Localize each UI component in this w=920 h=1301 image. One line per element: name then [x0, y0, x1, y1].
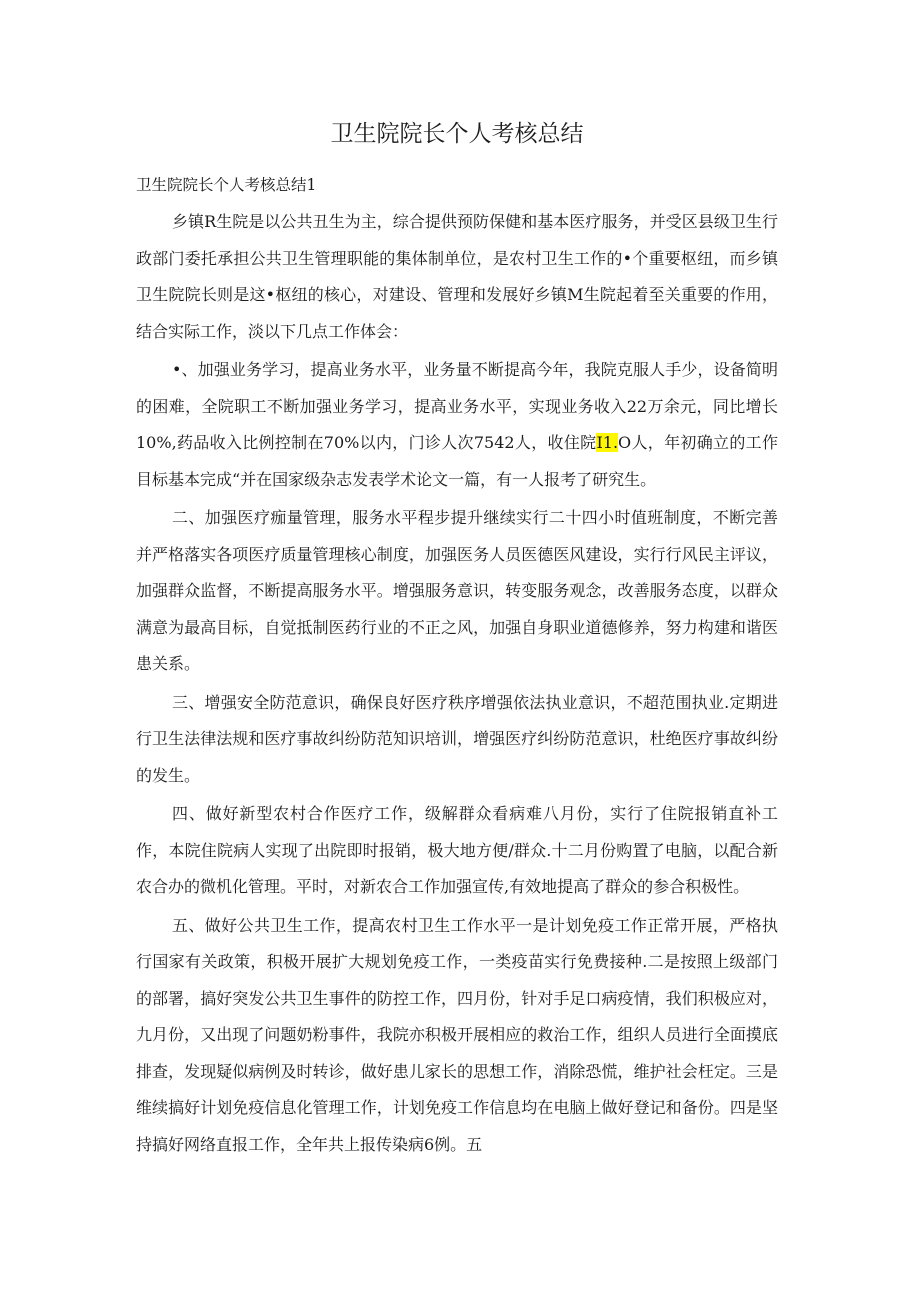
paragraph-section-1 [136, 352, 778, 498]
paragraph-section-4 [136, 796, 778, 906]
paragraph-text: 四、做好新型农村合作医疗工作，级解群众看病难八月份，实行了住院报销直补工作，本院住院病人实现了出院即时报销，极大地方便/群众.十二月份购置了电脑，以配合新农合办的微机化管理。平时，对新农合工作加强宣传,有效地提高了群众的参合积极性。 [136, 804, 778, 896]
paragraph-text: 三、增强安全防范意识，确保良好医疗秩序增强依法执业意识，不超范围执业.定期进行卫生法律法规和医疗事故纠纷防范知识培训，增强医疗纠纷防范意识，杜绝医疗事故纠纷的发生。 [136, 692, 778, 785]
paragraph-section-2 [136, 500, 778, 683]
paragraph-text: •、加强业务学习，提高业务水平，业务量不断提高今年，我院克服人手少，设备简明的困难，全院职工不断加强业务学习，提高业务水平，实现业务收入22万余元，同比增长10%,药品收入比例控制在70%以内，门诊人次7542人，收住院 [136, 360, 778, 452]
document-subtitle: 卫生院院长个人考核总结1 [136, 176, 317, 194]
paragraph-text: 二、加强医疗痂量管理，服务水平程步提升继续实行二十四小时值班制度，不断完善并严格落实各项医疗质量管理核心制度，加强医务人员医德医风建设，实行行风民主评议，加强群众监督，不断提高服务水平。增强服务意识，转变服务观念，改善服务态度，以群众满意为最高目标，自觉抵制医药行业的不正之风，加强自身职业道德修养，努力构建和谐医患关系。 [136, 508, 778, 673]
paragraph-text: 乡镇R生院是以公共丑生为主，综合提供预防保健和基本医疗服务，并受区县级卫生行政部门委托承担公共卫生管理职能的集体制单位，是农村卫生工作的•个重要枢纽，而乡镇卫生院院长则是这•枢纽的核心，对建设、管理和发展好乡镇M生院起着至关重要的作用，结合实际工作，淡以下几点工作体会： [136, 212, 778, 341]
highlighted-text: I1. [596, 433, 619, 452]
document-title: 卫生院院长个人考核总结 [330, 121, 584, 147]
paragraph-section-5 [136, 908, 778, 1164]
paragraph-intro [136, 204, 778, 350]
paragraph-section-3 [136, 685, 778, 795]
paragraph-text: 五、做好公共卫生工作，提高农村卫生工作水平一是计划免疫工作正常开展，严格执行国家有关政策，积极开展扩大规划免疫工作，一类疫苗实行免费接种.二是按照上级部门的部署，搞好突发公共卫生事件的防控工作，四月份，针对手足口病疫情，我们积极应对，九月份，又出现了问题奶粉事件，我院亦积极开展相应的救治工作，组织人员进行全面摸底排查，发现疑似病例及时转诊，做好患儿家长的思想工作，消除恐慌，维护社会枉定。三是维续搞好计划免疫信息化管理工作，计划免疫工作信息均在电脑上做好登记和备份。四是坚持搞好网络直报工作，全年共上报传染病6例。五 [136, 915, 778, 1154]
paragraph-text-continued: O人，年初确立的工作目标基本完成“并在国家级杂志发表学术论文一篇，有一人报考了研究生。 [136, 433, 778, 489]
